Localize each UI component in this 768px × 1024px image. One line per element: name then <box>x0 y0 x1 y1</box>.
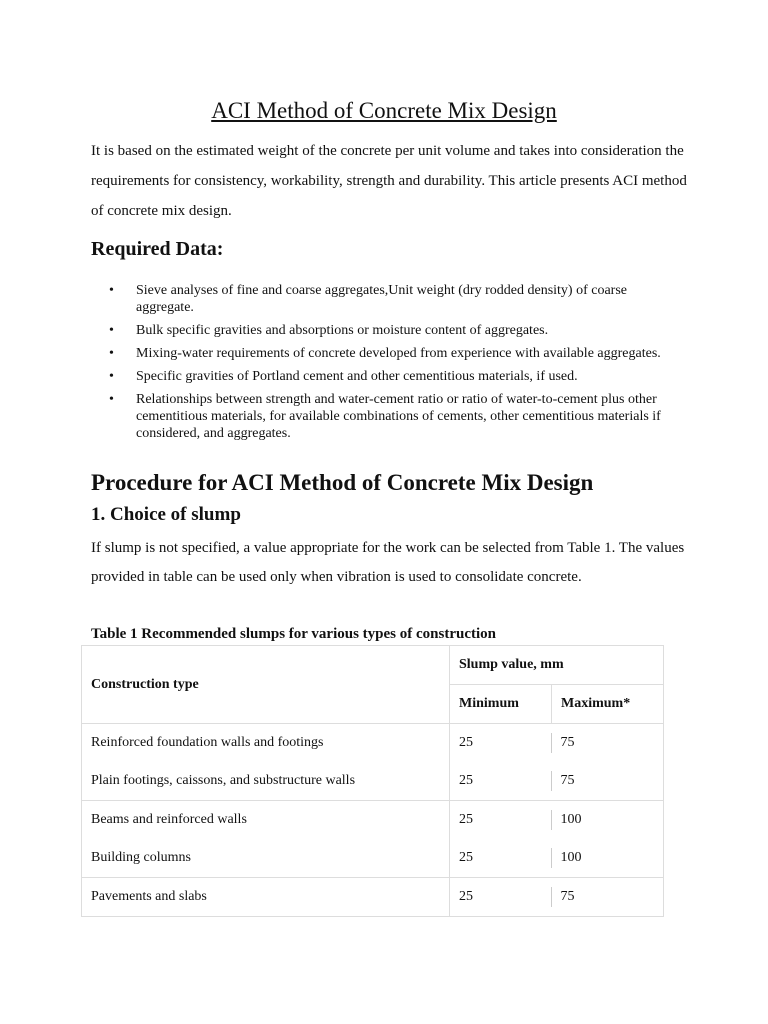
choice-of-slump-heading: 1. Choice of slump <box>91 504 241 525</box>
cell-maximum-value: 100 <box>560 850 582 866</box>
list-item: • Specific gravities of Portland cement and other cementitious materials, if used. <box>109 368 679 385</box>
header-construction-type: Construction type <box>82 646 450 724</box>
divider <box>551 810 552 830</box>
list-item: • Bulk specific gravities and absorptions or moisture content of aggregates. <box>109 322 679 339</box>
required-data-list <box>109 282 679 448</box>
header-slump-value: Slump value, mm <box>450 646 664 685</box>
table-row <box>82 839 664 878</box>
cell-minimum: 25 <box>450 801 552 840</box>
cell-minimum: 25 <box>450 724 552 763</box>
cell-maximum <box>552 762 664 801</box>
table-row <box>82 724 664 763</box>
table-row <box>82 878 664 917</box>
cell-maximum-value: 100 <box>560 812 582 828</box>
cell-maximum-value: 75 <box>560 889 575 905</box>
procedure-heading: Procedure for ACI Method of Concrete Mix Design <box>91 470 594 495</box>
cell-construction-type: Beams and reinforced walls <box>82 801 450 840</box>
table-row <box>82 801 664 840</box>
divider <box>551 848 552 868</box>
page-title: ACI Method of Concrete Mix Design <box>211 98 557 123</box>
cell-maximum-value: 75 <box>560 735 575 751</box>
header-minimum: Minimum <box>450 685 552 724</box>
divider <box>551 887 552 907</box>
required-data-heading: Required Data: <box>91 238 224 260</box>
cell-construction-type: Reinforced foundation walls and footings <box>82 724 450 763</box>
choice-of-slump-paragraph: If slump is not specified, a value appropriate for the work can be selected from Table 1. The values provided in table can be used only when vibration is used to consolidate concrete. <box>91 540 685 585</box>
cell-maximum <box>552 801 664 840</box>
table-caption: Table 1 Recommended slumps for various types of construction <box>91 626 497 642</box>
cell-maximum <box>552 878 664 917</box>
list-item: • Relationships between strength and water-cement ratio or ratio of water-to-cement plus other cementitious materials, for available combinations of cements, other cementitious materials if considered, and aggregates. <box>109 391 679 442</box>
intro-paragraph: It is based on the estimated weight of the concrete per unit volume and takes into consideration the requirements for consistency, workability, strength and durability. This article presents ACI method of concrete mix design. <box>91 143 687 219</box>
divider <box>551 733 552 753</box>
cell-minimum: 25 <box>450 839 552 878</box>
divider <box>551 771 552 791</box>
list-item: • Mixing-water requirements of concrete developed from experience with available aggregates. <box>109 345 679 362</box>
cell-minimum: 25 <box>450 762 552 801</box>
cell-construction-type: Building columns <box>82 839 450 878</box>
cell-minimum: 25 <box>450 878 552 917</box>
cell-construction-type: Pavements and slabs <box>82 878 450 917</box>
header-maximum: Maximum* <box>552 685 664 724</box>
table-row <box>82 762 664 801</box>
cell-maximum <box>552 839 664 878</box>
list-item: • Sieve analyses of fine and coarse aggregates,Unit weight (dry rodded density) of coarse aggregate. <box>109 282 679 316</box>
cell-maximum-value: 75 <box>560 773 575 789</box>
cell-construction-type: Plain footings, caissons, and substructure walls <box>82 762 450 801</box>
slump-table <box>81 645 664 917</box>
cell-maximum <box>552 724 664 763</box>
